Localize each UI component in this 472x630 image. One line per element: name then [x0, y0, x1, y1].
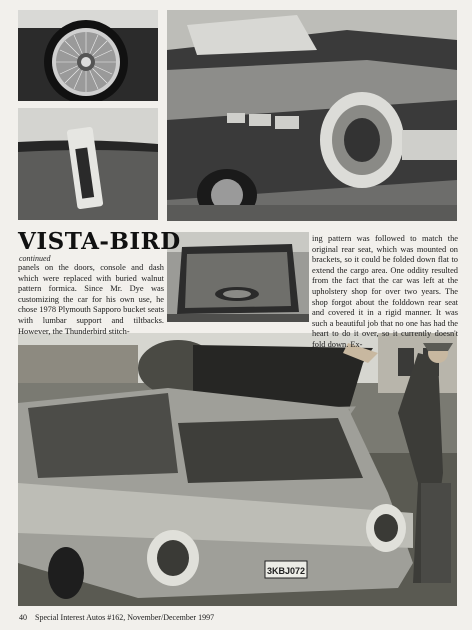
tailgate-handle-photo [18, 108, 158, 220]
publication-line: Special Interest Autos #162, November/December 1997 [35, 613, 215, 622]
license-plate-text: 3KBJ072 [266, 566, 306, 576]
article-title: VISTA-BIRD [18, 228, 181, 255]
page-number: 40 [19, 613, 27, 622]
page-footer [19, 613, 222, 622]
wheel-cover-photo [18, 10, 158, 101]
article-column-1: panels on the doors, console and dash which were replaced with buried walnut pattern formica. Since Mr. Dye was customizing the car for his own use, he chose 1978 Plymouth Sapporo bucket seats with lumbar support and tiltbacks. However, the Thunderbird stitch- [18, 263, 164, 336]
article-column-2: ing pattern was followed to match the original rear seat, which was mounted on brackets, so it could be folded down flat to extend the cargo area. One oddity resulted from the fact that the car was left at the upholstery shop for over two years. The shop forgot about the folddown rear seat and covered it in a rigid manner. It was such a beautiful job that no one has had the heart to do it over, so it currently doesn't fold down. Ex- [312, 234, 458, 349]
continued-label: continued [19, 254, 51, 263]
rear-quarter-photo [167, 10, 457, 221]
cargo-area-photo [167, 232, 309, 322]
main-car-photo [18, 333, 457, 606]
